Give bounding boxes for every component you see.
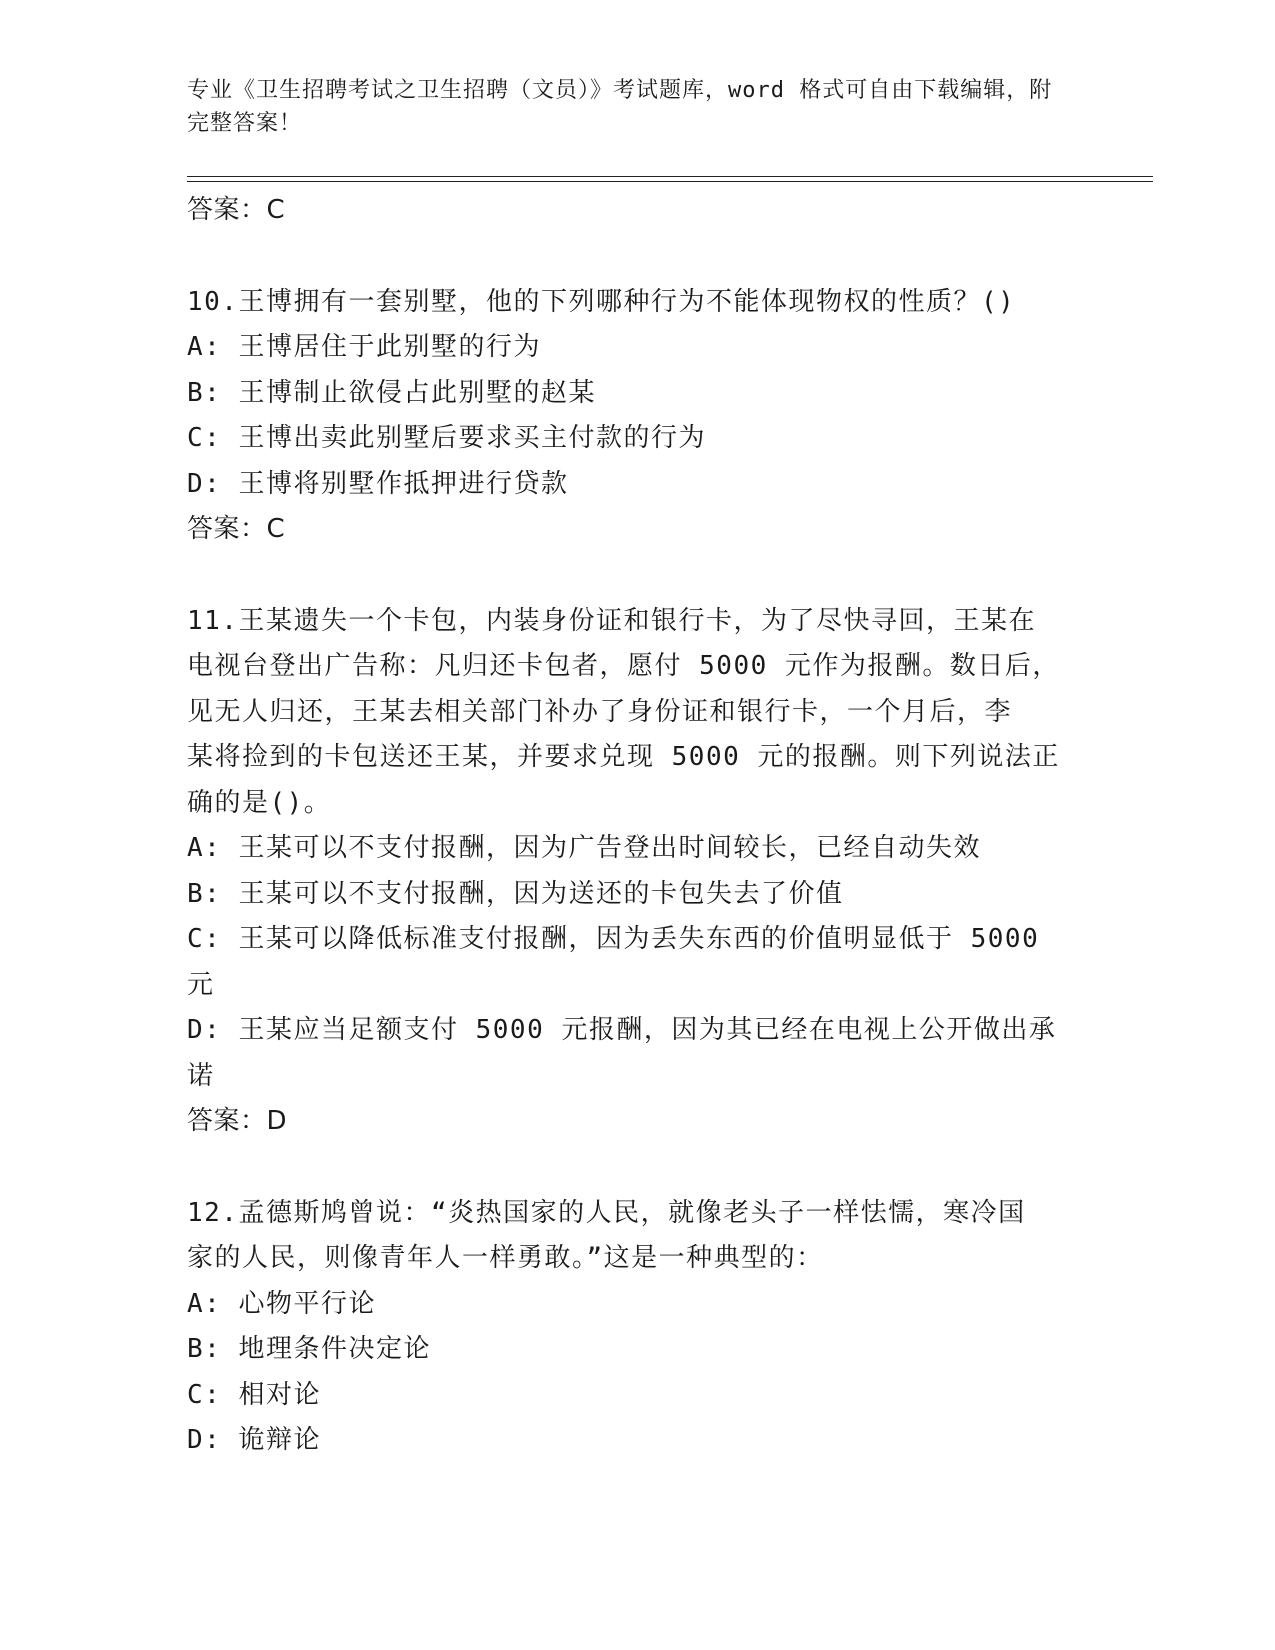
- option-line: A: 王博居住于此别墅的行为: [187, 332, 541, 362]
- question-block: [187, 280, 1067, 553]
- answer-label: 答案：: [187, 1106, 267, 1136]
- option-line: 元: [187, 969, 215, 1000]
- question-stem-line: 某将捡到的卡包送还王某，并要求兑现 5000 元的报酬。则下列说法正: [187, 742, 1060, 772]
- question-stem-line: 电视台登出广告称：凡归还卡包者，愿付 5000 元作为报酬。数日后，: [187, 651, 1060, 681]
- question-stem-line: 见无人归还，王某去相关部门补办了身份证和银行卡，一个月后，李: [187, 696, 1013, 727]
- option-line: D: 王博将别墅作抵押进行贷款: [187, 468, 569, 499]
- option-line: C: 相对论: [187, 1379, 321, 1410]
- document-header: [187, 74, 1067, 140]
- option-line: D: 王某应当足额支付 5000 元报酬，因为其已经在电视上公开做出承: [187, 1015, 1057, 1045]
- option-line: 诺: [187, 1060, 215, 1091]
- question-stem-line: 确的是()。: [187, 787, 332, 818]
- answer-label: 答案：: [187, 514, 267, 544]
- question-stem-line: 家的人民，则像青年人一样勇敢。”这是一种典型的：: [187, 1243, 824, 1273]
- option-line: C: 王某可以降低标准支付报酬，因为丢失东西的价值明显低于 5000: [187, 924, 1040, 954]
- header-divider-bottom: [187, 181, 1153, 182]
- answer-value: D: [266, 1106, 288, 1136]
- option-line: B: 王博制止欲侵占此别墅的赵某: [187, 377, 596, 408]
- option-line: A: 王某可以不支付报酬，因为广告登出时间较长，已经自动失效: [187, 833, 981, 863]
- answer-line: [187, 507, 1067, 553]
- answer-label: 答案：: [187, 195, 267, 225]
- question-stem-line: 11.王某遗失一个卡包，内装身份证和银行卡，为了尽快寻回，王某在: [187, 605, 1036, 636]
- previous-answer: [187, 188, 1067, 234]
- header-text: 专业《卫生招聘考试之卫生招聘（文员）》考试题库，word 格式可自由下载编辑，附完整答案！: [187, 78, 1053, 136]
- question-list: [187, 188, 1067, 1464]
- option-line: A: 心物平行论: [187, 1288, 376, 1319]
- answer-value: C: [266, 195, 286, 225]
- option-line: B: 王某可以不支付报酬，因为送还的卡包失去了价值: [187, 878, 844, 909]
- answer-line: [187, 1099, 1067, 1145]
- question-block: [187, 599, 1067, 1145]
- option-line: C: 王博出卖此别墅后要求买主付款的行为: [187, 423, 706, 453]
- answer-value: C: [266, 514, 286, 544]
- question-stem-line: 12.孟德斯鸠曾说：“炎热国家的人民，就像老头子一样怯懦，寒冷国: [187, 1197, 1026, 1228]
- question-stem-line: 10.王博拥有一套别墅，他的下列哪种行为不能体现物权的性质？(): [187, 286, 1016, 317]
- question-block: [187, 1191, 1067, 1464]
- header-divider-top: [187, 176, 1153, 177]
- option-line: D: 诡辩论: [187, 1425, 321, 1455]
- option-line: B: 地理条件决定论: [187, 1334, 431, 1364]
